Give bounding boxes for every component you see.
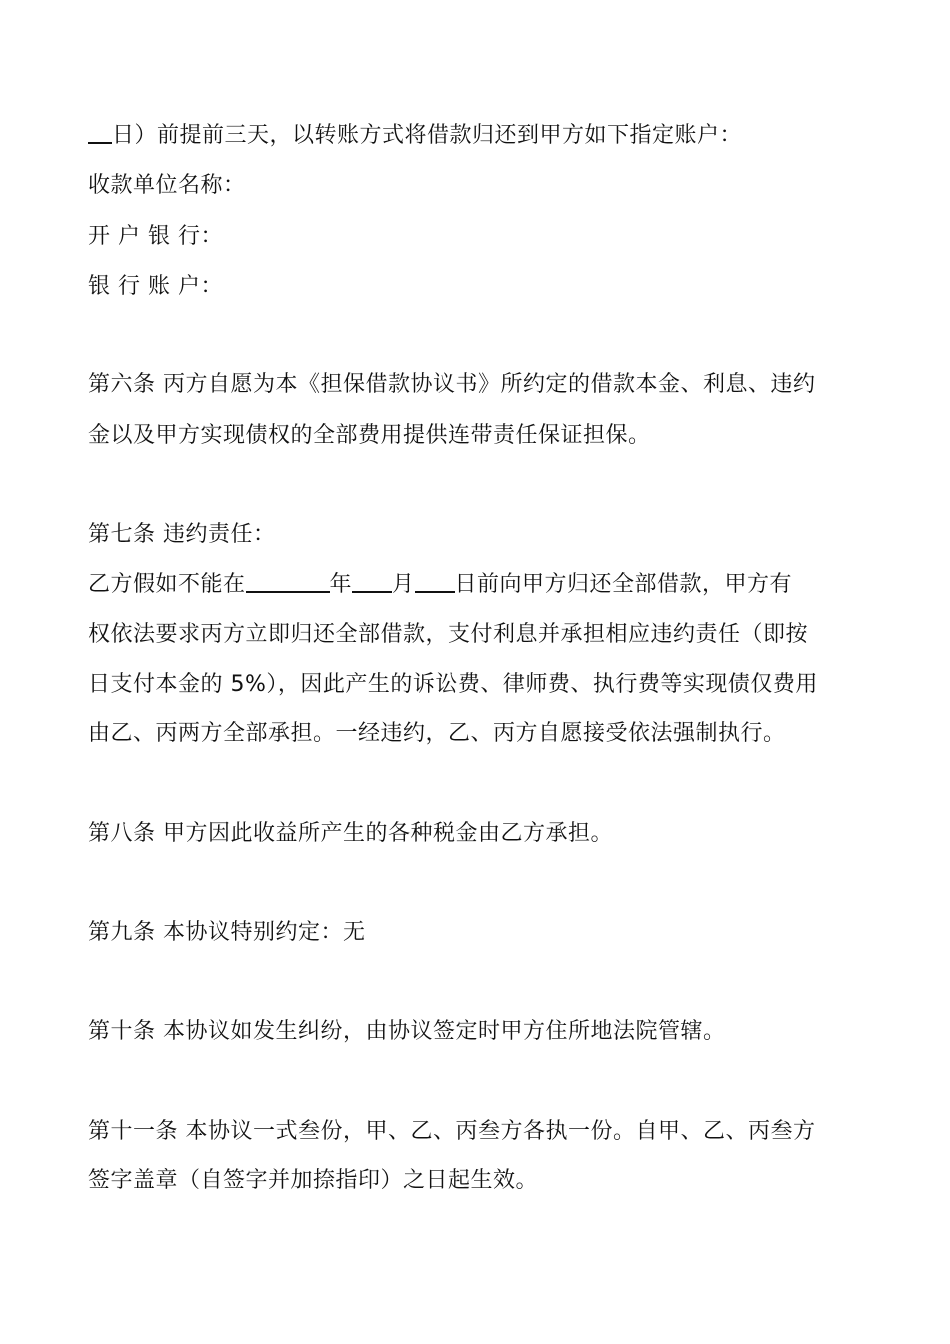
article-7-line-1-d: 日前向甲方归还全部借款，甲方有 <box>454 572 793 597</box>
article-11-line-2: 签字盖章（自签字并加捺指印）之日起生效。 <box>88 1168 539 1193</box>
article-7-line-1-a: 乙方假如不能在 <box>88 572 246 597</box>
intro-line-1-text: 日）前提前三天，以转账方式将借款归还到甲方如下指定账户： <box>112 123 743 148</box>
article-7-line-4: 由乙、丙两方全部承担。一经违约，乙、丙方自愿接受依法强制执行。 <box>88 721 786 746</box>
blank-month <box>352 569 392 593</box>
bank-label: 开 户 银 行： <box>88 224 223 249</box>
blank-year <box>246 569 330 593</box>
intro-line-1 <box>88 120 742 151</box>
article-8-line-1: 第八条 甲方因此收益所产生的各种税金由乙方承担。 <box>88 821 613 846</box>
account-label: 银 行 账 户： <box>88 274 223 299</box>
blank-day-2 <box>415 569 455 593</box>
article-7-line-3: 日支付本金的 5%），因此产生的诉讼费、律师费、执行费等实现债仅费用 <box>88 672 818 697</box>
article-7-year-label: 年 <box>329 572 353 597</box>
payee-name-label: 收款单位名称： <box>88 173 246 198</box>
article-7-line-1 <box>88 569 792 600</box>
article-6-line-2: 金以及甲方实现债权的全部费用提供连带责任保证担保。 <box>88 423 651 448</box>
article-10-line-1: 第十条 本协议如发生纠纷，由协议签定时甲方住所地法院管辖。 <box>88 1019 726 1044</box>
article-11-line-1: 第十一条 本协议一式叁份，甲、乙、丙叁方各执一份。自甲、乙、丙叁方 <box>88 1119 816 1144</box>
blank-day <box>88 120 112 144</box>
article-9-line-1: 第九条 本协议特别约定：无 <box>88 920 366 945</box>
article-7-heading: 第七条 违约责任： <box>88 522 276 547</box>
article-7-line-2: 权依法要求丙方立即归还全部借款，支付利息并承担相应违约责任（即按 <box>88 622 809 647</box>
article-6-line-1: 第六条 丙方自愿为本《担保借款协议书》所约定的借款本金、利息、违约 <box>88 372 816 397</box>
article-7-month-label: 月 <box>392 572 415 597</box>
